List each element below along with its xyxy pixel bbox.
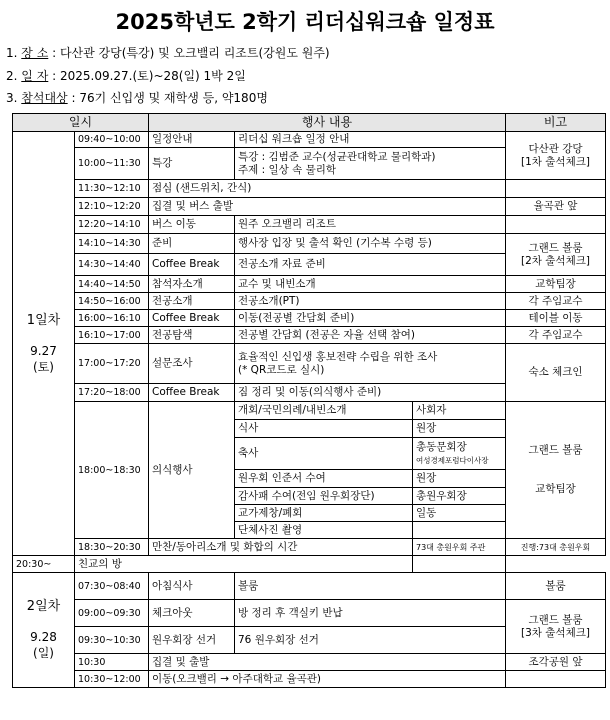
note-line: [3차 출석체크] <box>521 626 590 639</box>
note-cell: 각 주임교수 <box>506 293 606 310</box>
time-cell: 10:30~12:00 <box>75 671 149 688</box>
time-cell: 20:30~ <box>13 556 75 573</box>
table-row <box>13 600 606 627</box>
info-value: : 76기 신입생 및 재학생 등, 약180명 <box>71 91 268 105</box>
note-cell: 테이블 이동 <box>506 310 606 327</box>
table-row <box>13 654 606 671</box>
ceremony-who: 원장 <box>413 420 506 438</box>
desc-cell: 짐 정리 및 이동(의식행사 준비) <box>235 384 506 402</box>
table-row <box>13 293 606 310</box>
note-cell <box>506 234 606 276</box>
ceremony-task: 축사 <box>235 438 413 470</box>
item-cell: 특강 <box>149 148 235 180</box>
ceremony-who: 원장 <box>413 470 506 488</box>
time-cell: 07:30~08:40 <box>75 573 149 600</box>
note-cell <box>506 671 606 688</box>
schedule-table <box>12 113 606 688</box>
note-cell <box>506 180 606 198</box>
info-num: 2. <box>6 69 18 83</box>
time-cell: 14:50~16:00 <box>75 293 149 310</box>
who-line: 여성경제포럼다이사장 <box>416 455 489 465</box>
day1-cell <box>13 132 75 556</box>
header-row <box>13 114 606 132</box>
table-row <box>13 276 606 293</box>
item-cell: 점심 (샌드위치, 간식) <box>149 180 506 198</box>
time-cell: 10:00~11:30 <box>75 148 149 180</box>
info-value: : 2025.09.27.(토)~28(일) 1박 2일 <box>52 69 246 83</box>
note-cell: 율곡관 앞 <box>506 198 606 216</box>
ceremony-task: 단체사진 촬영 <box>235 522 413 539</box>
note-cell <box>506 600 606 654</box>
page-title: 2025학년도 2학기 리더십워크숍 일정표 <box>115 10 495 34</box>
note-cell <box>506 132 606 180</box>
info-num: 1. <box>6 46 18 60</box>
time-cell: 18:30~20:30 <box>75 539 149 556</box>
item-cell: 체크아웃 <box>149 600 235 627</box>
desc-cell: 볼룸 <box>235 573 506 600</box>
item-cell: Coffee Break <box>149 384 235 402</box>
desc-cell: 행사장 입장 및 출석 확인 (기수복 수령 등) <box>235 234 506 254</box>
desc-cell: 리더십 워크숍 일정 안내 <box>235 132 506 148</box>
info-num: 3. <box>6 91 18 105</box>
time-cell: 09:00~09:30 <box>75 600 149 627</box>
item-cell: 일정안내 <box>149 132 235 148</box>
desc-line: 특강 : 김범준 교수(성균관대학교 물리학과) <box>238 150 436 163</box>
table-row <box>13 198 606 216</box>
table-row <box>13 327 606 344</box>
table-row <box>13 310 606 327</box>
time-cell: 14:40~14:50 <box>75 276 149 293</box>
time-cell: 17:00~17:20 <box>75 344 149 384</box>
item-cell: 버스 이동 <box>149 216 235 234</box>
note-cell: 조각공원 앞 <box>506 654 606 671</box>
info-label: 일 자 <box>21 69 49 83</box>
item-cell: 의식행사 <box>149 402 235 539</box>
item-cell: 전공탐색 <box>149 327 235 344</box>
item-cell: 만찬/동아리소개 및 화합의 시간 <box>149 539 413 556</box>
note-cell: 각 주임교수 <box>506 327 606 344</box>
table-row <box>13 573 606 600</box>
day2-dow: (일) <box>33 646 54 660</box>
day1-date: 9.27 <box>30 343 57 358</box>
time-cell: 17:20~18:00 <box>75 384 149 402</box>
note-cell <box>506 402 606 539</box>
table-row <box>13 216 606 234</box>
info-line-location <box>6 44 330 61</box>
desc-cell <box>235 344 506 384</box>
table-row <box>13 402 606 420</box>
note-cell: 교학팀장 <box>506 276 606 293</box>
table-row <box>13 234 606 254</box>
note-line: 그랜드 볼룸 <box>528 613 583 626</box>
info-label: 참석대상 <box>21 91 68 105</box>
ceremony-who: 사회자 <box>413 402 506 420</box>
item-cell: 전공소개 <box>149 293 235 310</box>
note-line: 다산관 강당 <box>528 142 583 155</box>
ceremony-task: 감사패 수여(전임 원우회장단) <box>235 488 413 505</box>
ceremony-task: 원우회 인준서 수여 <box>235 470 413 488</box>
day1-dow: (토) <box>33 359 54 374</box>
info-label: 장 소 <box>21 46 49 60</box>
desc-cell: 전공소개(PT) <box>235 293 506 310</box>
day2-cell <box>13 573 75 688</box>
time-cell: 14:30~14:40 <box>75 254 149 276</box>
item-cell: 아침식사 <box>149 573 235 600</box>
ceremony-task: 교가제창/폐회 <box>235 505 413 522</box>
note-cell: 숙소 체크인 <box>506 344 606 402</box>
item-cell: 친교의 방 <box>75 556 413 573</box>
time-cell: 11:30~12:10 <box>75 180 149 198</box>
header-content: 행사 내용 <box>149 114 506 132</box>
desc-cell <box>235 148 506 180</box>
note-cell: 진행:73대 총원우회 <box>506 539 606 556</box>
desc-cell: 전공별 간담회 (전공은 자율 선택 참여) <box>235 327 506 344</box>
item-cell: 집결 및 출발 <box>149 654 506 671</box>
info-line-date <box>6 67 246 84</box>
note-cell <box>506 216 606 234</box>
desc-line: 효율적인 신입생 홍보전략 수립을 위한 조사 <box>238 350 438 363</box>
ceremony-task: 식사 <box>235 420 413 438</box>
time-cell: 16:10~17:00 <box>75 327 149 344</box>
desc-cell: 방 정리 후 객실키 반납 <box>235 600 506 627</box>
header-date: 일시 <box>13 114 149 132</box>
desc-cell: 전공소개 자료 준비 <box>235 254 506 276</box>
day1-label: 1일차 <box>26 312 61 328</box>
table-row <box>13 671 606 688</box>
ceremony-who: 총원우회장 <box>413 488 506 505</box>
time-cell: 12:20~14:10 <box>75 216 149 234</box>
time-cell: 09:40~10:00 <box>75 132 149 148</box>
time-cell: 12:10~12:20 <box>75 198 149 216</box>
ceremony-who <box>413 438 506 470</box>
desc-cell: 원주 오크밸리 리조트 <box>235 216 506 234</box>
item-cell: 설문조사 <box>149 344 235 384</box>
item-cell: Coffee Break <box>149 254 235 276</box>
table-row <box>13 132 606 148</box>
item-cell: 준비 <box>149 234 235 254</box>
desc-line: (* QR코드로 실시) <box>238 363 325 376</box>
note-line: 교학팀장 <box>535 483 576 495</box>
note-cell: 볼룸 <box>506 573 606 600</box>
header-note: 비고 <box>506 114 606 132</box>
time-cell: 09:30~10:30 <box>75 627 149 654</box>
host-cell: 73대 총원우회 주관 <box>413 539 506 556</box>
time-cell: 16:00~16:10 <box>75 310 149 327</box>
item-cell: 원우회장 선거 <box>149 627 235 654</box>
time-cell: 18:00~18:30 <box>75 402 149 539</box>
time-cell: 10:30 <box>75 654 149 671</box>
note-line: [2차 출석체크] <box>521 254 590 267</box>
desc-cell: 이동(전공별 간담회 준비) <box>235 310 506 327</box>
info-value: : 다산관 강당(특강) 및 오크밸리 리조트(강원도 원주) <box>52 46 330 60</box>
desc-line: 주제 : 일상 속 물리학 <box>238 163 337 176</box>
item-cell: Coffee Break <box>149 310 235 327</box>
table-row <box>13 180 606 198</box>
table-row <box>13 539 606 556</box>
note-line: 그랜드 볼룸 <box>528 241 583 254</box>
who-line: 총동문회장 <box>416 440 467 453</box>
note-line: [1차 출석체크] <box>521 155 590 168</box>
ceremony-who <box>413 522 506 539</box>
time-cell: 14:10~14:30 <box>75 234 149 254</box>
item-cell: 이동(오크밸리 → 아주대학교 율곡관) <box>149 671 506 688</box>
note-cell <box>413 556 506 573</box>
day2-date: 9.28 <box>30 630 57 644</box>
table-row <box>13 556 606 573</box>
day2-label: 2일차 <box>26 599 61 614</box>
ceremony-who: 일동 <box>413 505 506 522</box>
note-line: 그랜드 볼룸 <box>528 444 583 456</box>
ceremony-task: 개회/국민의례/내빈소개 <box>235 402 413 420</box>
desc-cell: 76 원우회장 선거 <box>235 627 506 654</box>
item-cell: 집결 및 버스 출발 <box>149 198 506 216</box>
info-line-attendees <box>6 89 268 106</box>
item-cell: 참석자소개 <box>149 276 235 293</box>
table-row <box>13 344 606 384</box>
desc-cell: 교수 및 내빈소개 <box>235 276 506 293</box>
